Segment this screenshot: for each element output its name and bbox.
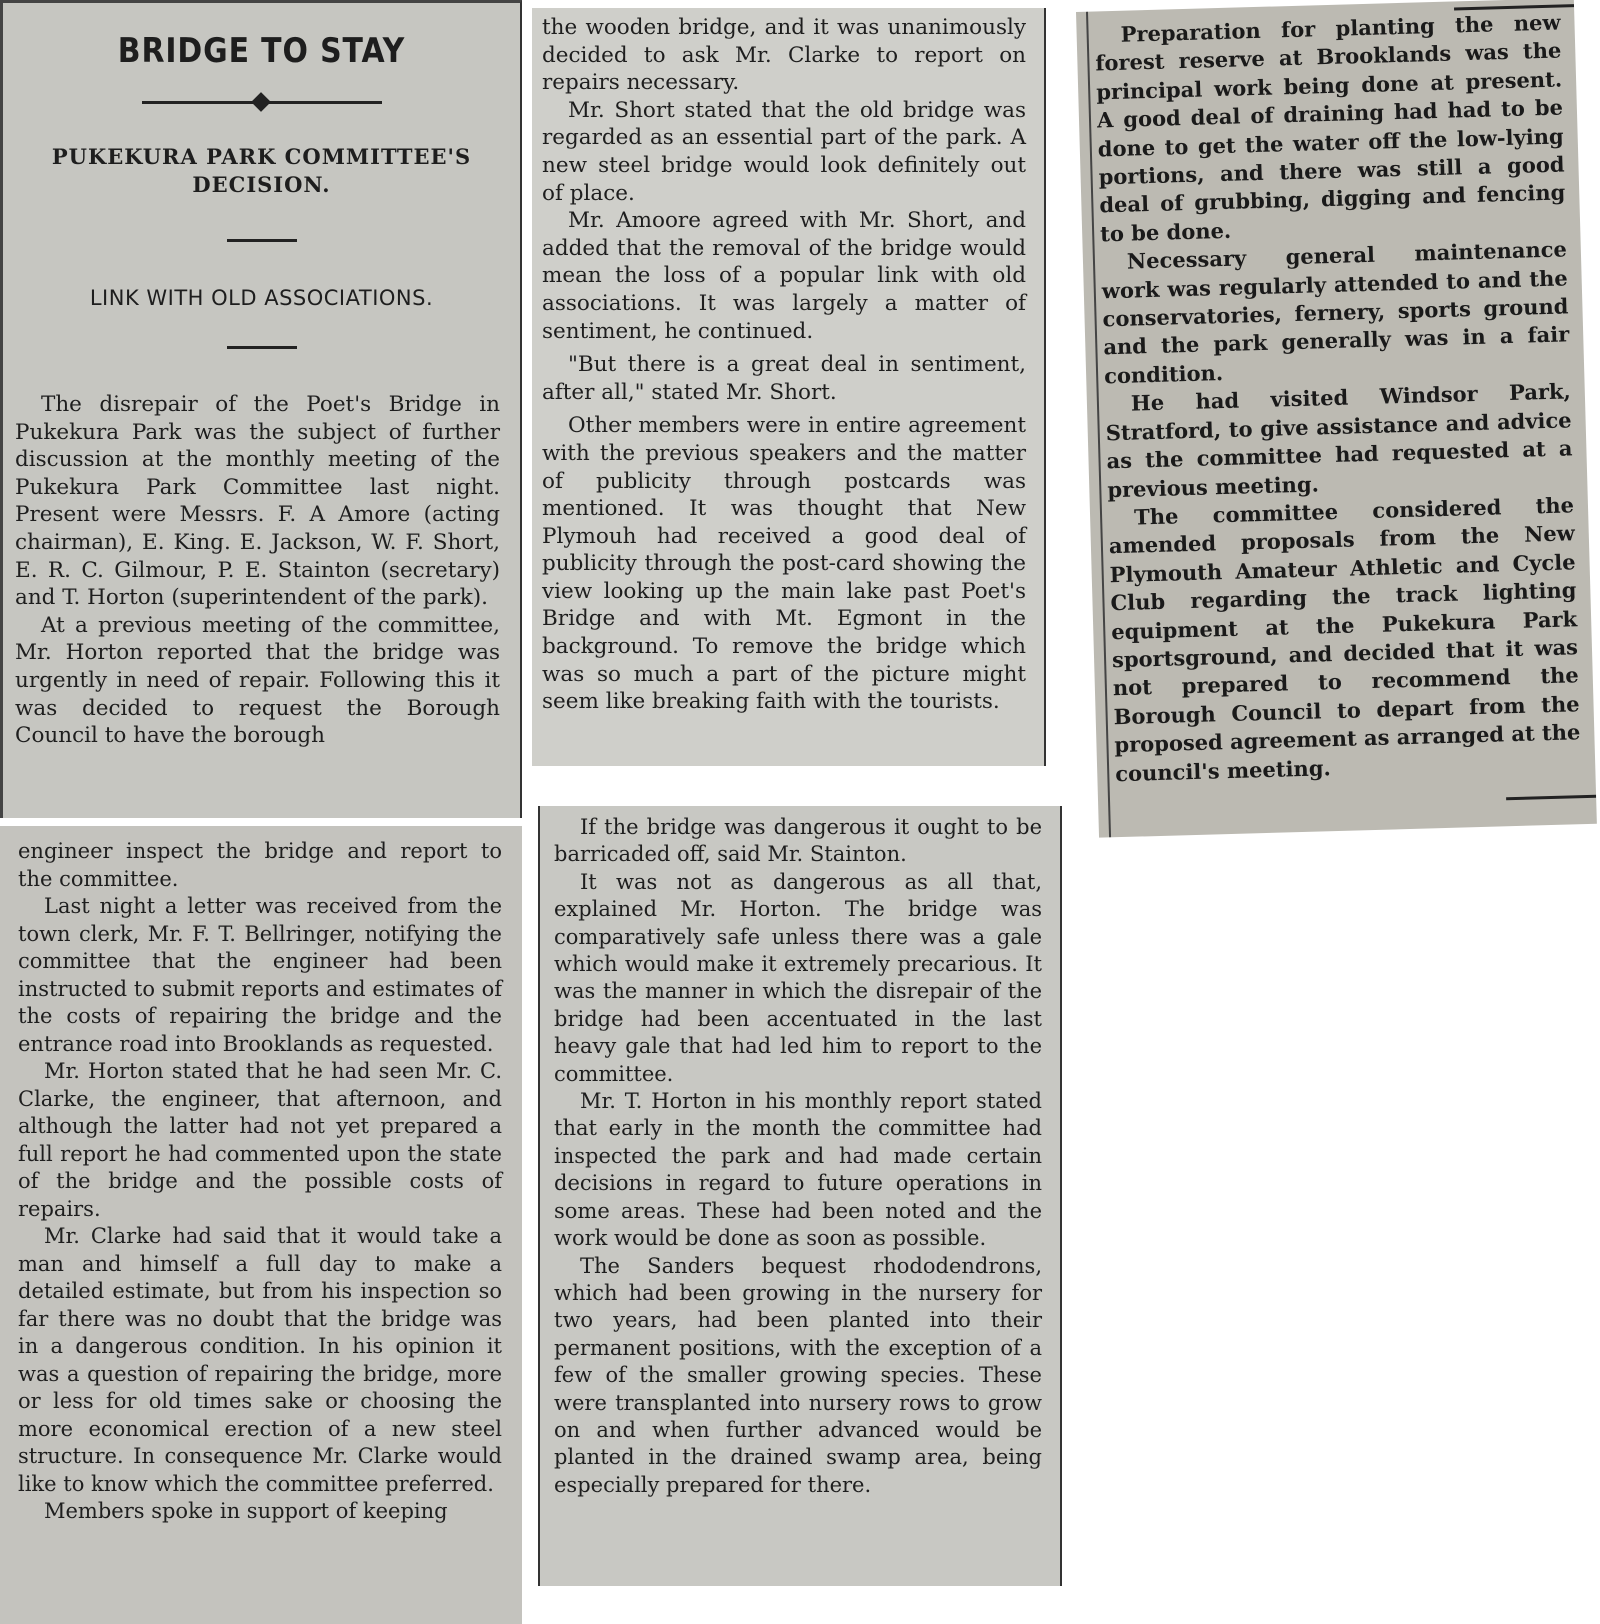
divider-rule xyxy=(227,346,297,349)
paragraph: At a previous meeting of the committee, Mr. Horton reported that the bridge was urgently in need of repair. Following this it was decided to request the Borough Council to have the borough xyxy=(15,612,500,749)
paragraph: Mr. Short stated that the old bridge was regarded as an essential part of the park. A new steel bridge would look definitely out of place. xyxy=(542,97,1026,206)
divider-rule xyxy=(227,239,297,242)
clipping-5 xyxy=(538,806,1062,1586)
headline: BRIDGE TO STAY xyxy=(117,31,406,71)
paragraph: The committee considered the amended proposals from the New Plymouth Amateur Athletic and Cycle Club regarding the track lighting equipment at the Pukekura Park sportsground, and decided that it was not prepared to recommend the Borough Council to depart from the proposed agreement as arranged at the council's meeting. xyxy=(1108,492,1581,786)
paragraph: Other members were in entire agreement with the previous speakers and the matter of publicity through postcards was mentioned. It was thought that New Plymouh had received a good deal of publicity through the post-card showing the view looking up the main lake past Poet's Bridge and with Mt. Egmont in the background. To remove the bridge which was so much a part of the picture might seem like breaking faith with the tourists. xyxy=(542,413,1026,715)
kicker-heading: LINK WITH OLD ASSOCIATIONS. xyxy=(89,286,434,310)
paragraph: Members spoke in support of keeping xyxy=(44,1499,448,1523)
article-column xyxy=(532,8,1044,716)
paragraph: The disrepair of the Poet's Bridge in Pukekura Park was the subject of further discussion at the monthly meeting of the Pukekura Park Committee last night. Present were Messrs. F. A Amore (acting chairman), E. King. E. Jackson, W. F. Short, E. R. C. Gilmour, P. E. Stainton (secretary) and T. Horton (superintendent of the park). xyxy=(15,392,500,611)
paragraph: the wooden bridge, and it was unanimously decided to ask Mr. Clarke to report on repairs necessary. xyxy=(542,15,1026,96)
article-column xyxy=(540,806,1060,1499)
paragraph: Mr. Horton stated that he had seen Mr. C. Clarke, the engineer, that afternoon, and although the latter had not yet prepared a full report he had commented upon the state of the bridge and the possible costs of repairs. xyxy=(18,1059,502,1221)
clipping-4 xyxy=(0,826,522,1624)
paragraph: He had visited Windsor Park, Stratford, to give assistance and advice as the committee had requested at a previous meeting. xyxy=(1105,378,1573,502)
clipping-1 xyxy=(0,0,522,818)
paragraph: The Sanders bequest rhododendrons, which had been growing in the nursery for two years, had been planted into their permanent positions, with the exception of a few of the smaller growing species. These were transplanted into nursery rows to grow on and when further advanced would be planted in the drained swamp area, being especially prepared for there. xyxy=(554,1253,1042,1497)
article-column xyxy=(3,391,520,750)
article-column xyxy=(1076,0,1596,789)
paragraph: engineer inspect the bridge and report to the committee. xyxy=(18,839,502,891)
subheadline: PUKEKURA PARK COMMITTEE'S DECISION. xyxy=(51,144,472,197)
paragraph: If the bridge was dangerous it ought to be barricaded off, said Mr. Stainton. xyxy=(554,815,1042,867)
paragraph: "But there is a great deal in sentiment, after all," stated Mr. Short. xyxy=(542,352,1026,405)
paragraph: It was not as dangerous as all that, explained Mr. Horton. The bridge was comparatively safe unless there was a gale which would make it extremely precarious. It was the manner in which the disrepair of the bridge had been accentuated in the last heavy gale that had led him to report to the committee. xyxy=(554,869,1042,1086)
column-rule xyxy=(1506,795,1596,801)
paragraph: Last night a letter was received from the town clerk, Mr. F. T. Bellringer, notifying the committee that the engineer had been instructed to submit reports and estimates of the costs of repairing the bridge and the entrance road into Brooklands as requested. xyxy=(18,894,502,1056)
paragraph: Mr. Amoore agreed with Mr. Short, and added that the removal of the bridge would mean the loss of a popular link with old associations. It was largely a matter of sentiment, he continued. xyxy=(542,208,1026,344)
paragraph: Necessary general maintenance work was regularly attended to and the conservatories, fernery, sports ground and the park generally was in a fair condition. xyxy=(1101,236,1570,389)
headline-ornament-rule xyxy=(142,91,382,113)
clipping-2 xyxy=(532,8,1046,766)
article-column xyxy=(0,826,522,1526)
paragraph: Preparation for planting the new forest reserve at Brooklands was the principal work being done at present. A good deal of draining had had to be done to get the water off the low-lying portions, and there was still a good deal of grubbing, digging and fencing to be done. xyxy=(1095,9,1566,247)
paragraph: Mr. Clarke had said that it would take a man and himself a full day to make a detailed estimate, but from his inspection so far there was no doubt that the bridge was in a dangerous condition. In his opinion it was a question of repairing the bridge, more or less for old times sake or choosing the more economical erection of a new steel structure. In consequence Mr. Clarke would like to know which the committee preferred. xyxy=(18,1224,502,1496)
paragraph: Mr. T. Horton in his monthly report stated that early in the month the committee had inspected the park and had made certain decisions in regard to future operations in some areas. These had been noted and the work would be done as soon as possible. xyxy=(554,1089,1042,1251)
clipping-3 xyxy=(1076,0,1597,838)
